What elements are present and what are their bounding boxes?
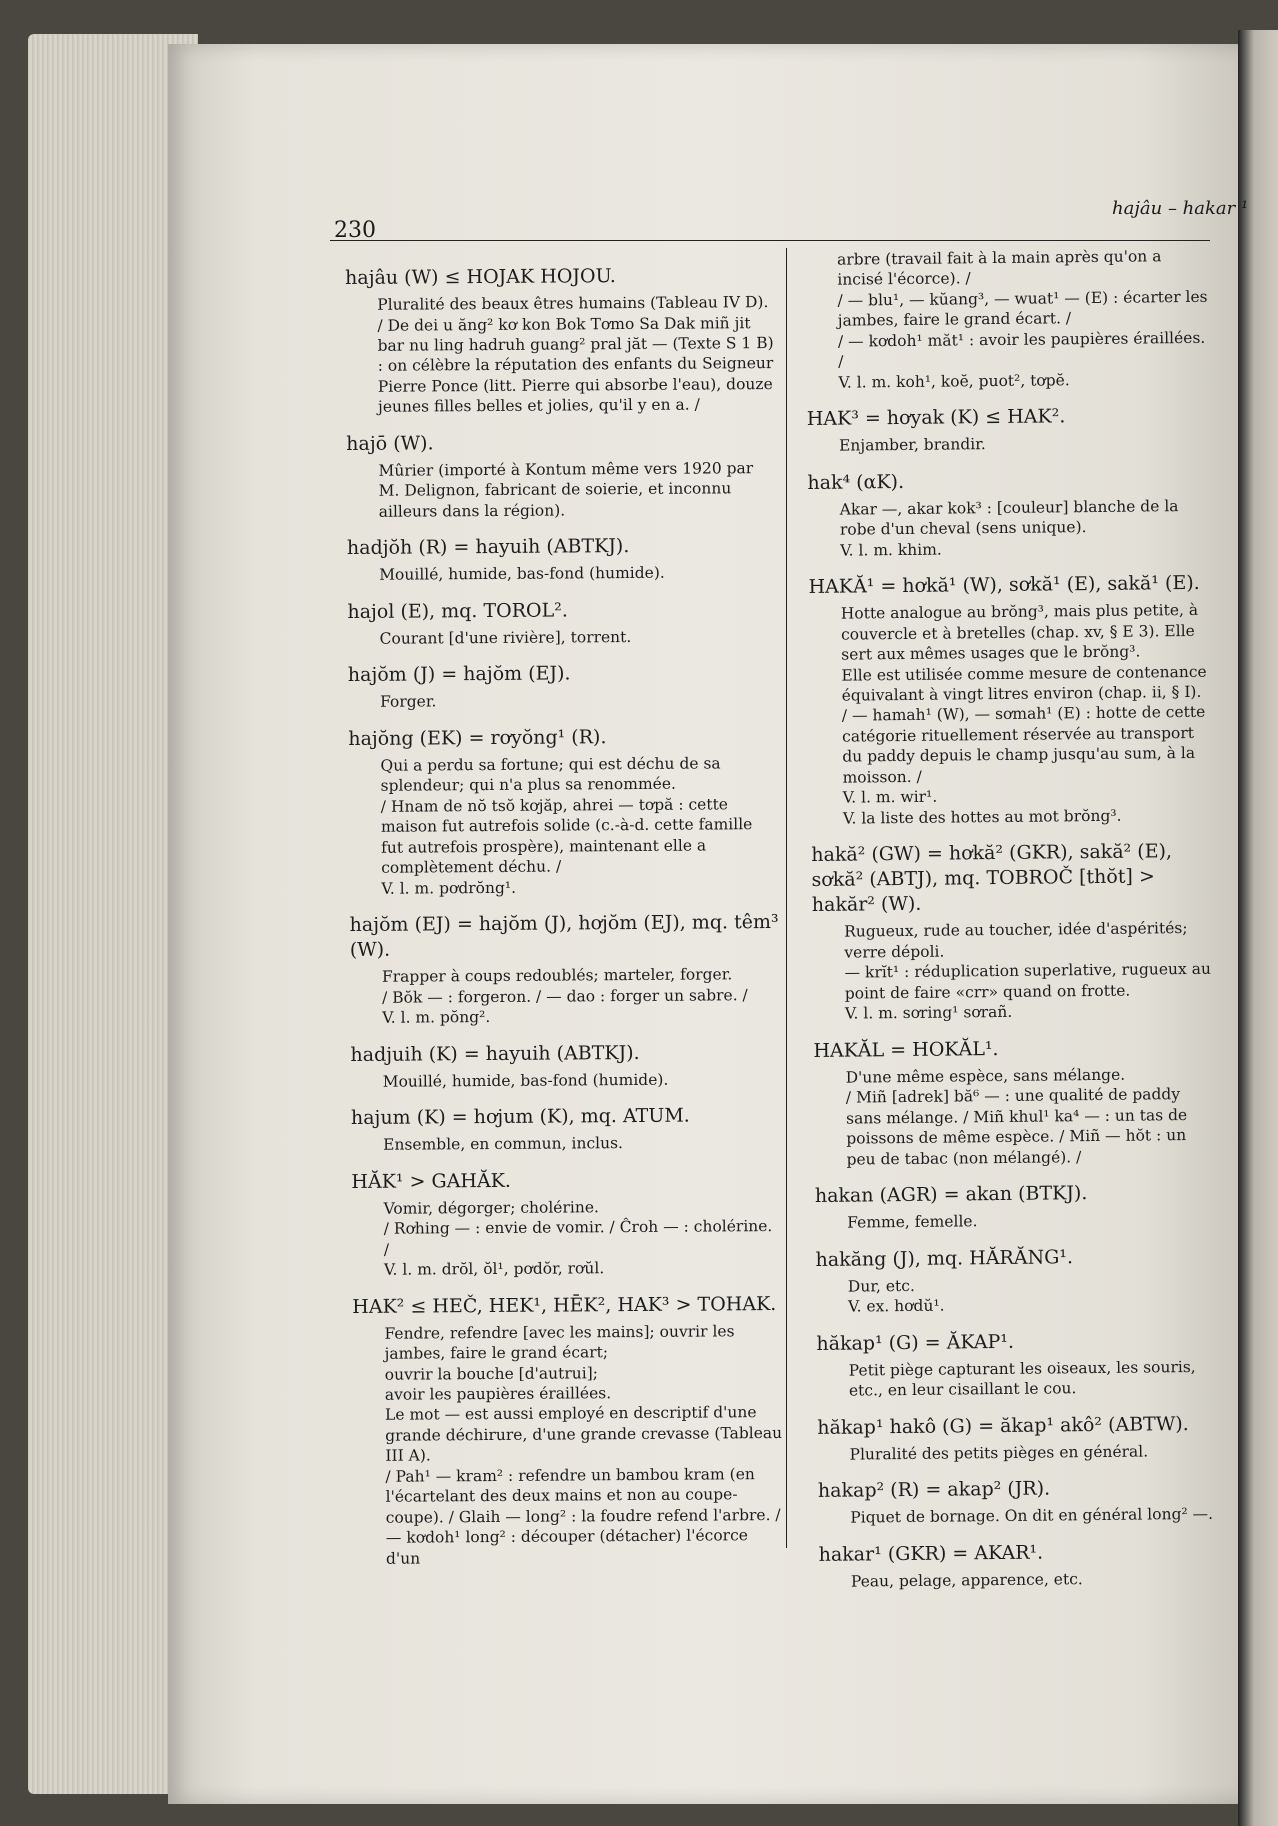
entry-headword: HAK³ = hơyak (K) ≤ HAK². (806, 405, 1066, 431)
dictionary-entry (347, 597, 777, 650)
dictionary-entry (815, 1180, 1220, 1234)
definition-line: V. l. m. drŏl, ŏl¹, pơdŏr, rơŭl. (383, 1259, 605, 1279)
entry-definition (382, 964, 780, 1028)
entry-headword: hakap² (R) = akap² (JR). (817, 1477, 1051, 1503)
definition-line: / Miñ [adrek] bă⁶ — : une qualité de paddy sans mélange. / Miñ khul¹ ka⁴ — : un tas de poissons de même espèce. / Miñ — hŏt : un peu de tabac (non mélangé). / (845, 1085, 1188, 1169)
entry-definition (383, 1132, 781, 1155)
definition-line: ouvrir la bouche [d'autrui]; (384, 1363, 598, 1384)
definition-line: V. l. m. sơring¹ sơrañ. (844, 1003, 1013, 1023)
dictionary-entry (347, 533, 777, 586)
entry-headword: hajum (K) = hơjum (K), mq. ATUM. (350, 1104, 690, 1130)
definition-line: V. l. m. wir¹. (842, 787, 938, 807)
definition-line: / De dei u ăng² kơ kon Bok Tơmo Sa Dak miñ jit bar nu ling hadruh guang² pral jăt — (Texte S 1 B) : on célèbre la réputation des enfants du Seigneur Pierre Ponce (litt. Pierre qui absorbe l'eau), douze jeunes filles belles et jolies, qu'il y en a. / (377, 313, 774, 417)
entry-definition (380, 753, 779, 899)
definition-line: arbre (travail fait à la main après qu'on a incisé l'écorce). / (837, 247, 1162, 290)
entry-headword: hak⁴ (αK). (807, 470, 905, 494)
dictionary-entry (345, 263, 776, 418)
dictionary-entry (815, 1243, 1221, 1317)
dictionary-entry (808, 571, 1216, 829)
dictionary-entry (817, 1411, 1222, 1465)
definition-line: Pluralité des beaux êtres humains (Tableau IV D). (377, 293, 769, 314)
dictionary-entry (350, 910, 781, 1029)
entry-definition (841, 600, 1216, 829)
entry-headword: hajō (W). (346, 432, 434, 455)
entry-definition (851, 1567, 1224, 1591)
entry-headword: hajŏm (EJ) = hajŏm (J), hơjŏm (EJ), mq. têm³ (W). (349, 911, 779, 962)
entry-headword: hakă² (GW) = hơkă² (GKR), sakă² (E), sơkă² (ABTJ), mq. TOBROČ [thŏt] > hakăr² (W). (811, 840, 1173, 917)
entry-definition (380, 626, 778, 649)
running-head: hajâu – hakar ¹ (1112, 198, 1249, 219)
entry-headword: HAKĂL = HOKĂL¹. (813, 1037, 999, 1062)
entry-headword: hakan (AGR) = akan (BTKJ). (814, 1182, 1088, 1207)
entry-definition (844, 918, 1218, 1024)
next-page-edge (1238, 30, 1278, 1826)
dictionary-entry (348, 660, 778, 713)
entry-headword: HAKĂ¹ = hơkă¹ (W), sơkă¹ (E), sakă¹ (E). (808, 572, 1200, 599)
dictionary-entry (350, 1040, 780, 1093)
left-column (345, 263, 784, 1583)
definition-line: Dur, etc. (847, 1276, 915, 1296)
definition-line: Peau, pelage, apparence, etc. (850, 1569, 1083, 1591)
dictionary-entry (818, 1475, 1223, 1529)
dictionary-entry (807, 403, 1212, 457)
entry-definition (837, 246, 1211, 393)
definition-line: Rugueux, rude au toucher, idée d'aspérités; verre dépoli. (844, 919, 1188, 962)
dictionary-entry (351, 1167, 782, 1281)
entry-definition (848, 1272, 1221, 1317)
dictionary-entry (811, 839, 1218, 1025)
entry-definition (840, 496, 1214, 561)
entry-headword: hakăng (J), mq. HĂRĂNG¹. (815, 1245, 1074, 1271)
definition-line: Piquet de bornage. On dit en général long² —. (850, 1504, 1214, 1527)
entry-headword: HĂK¹ > GAHĂK. (351, 1169, 511, 1193)
definition-line: Enjamber, brandir. (838, 435, 986, 455)
entry-definition (377, 292, 776, 417)
definition-line: / Pah¹ — kram² : refendre un bambou kram (en l'écartelant des deux mains et non au coupe-coupe). / Glaih — long² : la foudre refend l'arbre. / — kơdoh¹ long² : découper (détacher) l'écorce d'un (385, 1464, 781, 1568)
entry-definition (849, 1356, 1222, 1401)
column-divider (786, 248, 787, 1548)
definition-line: Femme, femelle. (847, 1212, 978, 1232)
entry-definition (850, 1440, 1223, 1464)
definition-line: Le mot — est aussi employé en descriptif d'une grande déchirure, d'une grande crevasse (Tableau III A). (384, 1403, 783, 1466)
definition-line: / — hamah¹ (W), — sơmah¹ (E) : hotte de cette catégorie rituellement réservée au transport du paddy depuis le champ jusqu'au sum, à la moisson. / (841, 703, 1206, 787)
definition-line: Mûrier (importé à Kontum même vers 1920 par M. Delignon, fabricant de soierie, et inconnu ailleurs dans la région). (378, 459, 754, 521)
definition-line: V. la liste des hottes au mot brŏng³. (842, 806, 1122, 828)
dictionary-entry (816, 1327, 1222, 1401)
definition-line: Hotte analogue au brŏng³, mais plus petite, à couvercle et à bretelles (chap. xv, § E 3). Elle sert aux mêmes usages que le brŏng³. (840, 601, 1199, 664)
entry-headword: hajâu (W) ≤ HOJAK HOJOU. (345, 265, 616, 289)
dictionary-entry (805, 246, 1211, 393)
entry-definition (850, 1504, 1223, 1528)
dictionary-entry (351, 1103, 781, 1156)
entry-headword: HAK² ≤ HEČ, HEK¹, HĒK², HAK³ > TOHAK. (352, 1292, 777, 1318)
definition-line: Mouillé, humide, bas-fond (humide). (379, 564, 665, 585)
definition-line: / — blu¹, — kŭang³, — wuat¹ — (E) : écarter les jambes, faire le grand écart. / (837, 287, 1208, 331)
header-rule (330, 240, 1210, 241)
definition-line: Frapper à coups redoublés; marteler, forger. (381, 965, 733, 986)
dictionary-entry (348, 724, 779, 899)
entry-definition (839, 432, 1212, 456)
definition-line: — krĭt¹ : réduplication superlative, rugueux au point de faire «crr» quand on frotte. (844, 960, 1211, 1003)
entry-headword: hajol (E), mq. TOROL². (347, 599, 568, 623)
definition-line: Elle est utilisée comme mesure de contenance équivalant à vingt litres environ (chap. ii, § I). (841, 662, 1207, 705)
definition-line: / Bŏk — : forgeron. / — dao : forger un sabre. / (382, 985, 748, 1007)
dictionary-entry (352, 1292, 784, 1570)
entry-headword: hăkap¹ hakô (G) = ăkap¹ akô² (ABTW). (817, 1412, 1189, 1439)
definition-line: / Hnam de nŏ tsŏ kơjăp, ahrei — tơpă : cette maison fut autrefois solide (c.-à-d. cette famille fut autrefois prospère), maintenant elle a complètement déchu. / (380, 795, 753, 877)
entry-definition (846, 1063, 1220, 1169)
entry-definition (847, 1209, 1220, 1233)
dictionary-entry (819, 1538, 1224, 1592)
page-number: 230 (334, 218, 376, 243)
definition-line: Courant [d'une rivière], torrent. (379, 627, 632, 648)
definition-line: Akar —, akar kok³ : [couleur] blanche de la robe d'un cheval (sens unique). (839, 496, 1179, 539)
definition-line: / — kơdoh¹ măt¹ : avoir les paupières éraillées. / (837, 328, 1206, 371)
definition-line: Fendre, refendre [avec les mains]; ouvrir les jambes, faire le grand écart; (384, 1321, 735, 1363)
dictionary-entry (807, 466, 1213, 561)
definition-line: Petit piège capturant les oiseaux, les souris, etc., en leur cisaillant le cou. (848, 1357, 1196, 1400)
entry-definition (383, 1069, 781, 1092)
definition-line: Forger. (379, 692, 437, 712)
dictionary-entry (813, 1034, 1219, 1170)
definition-line: V. l. m. pŏng². (382, 1008, 491, 1027)
definition-line: / Rơhing — : envie de vomir. / Ĉroh — : cholérine. / (383, 1217, 773, 1259)
definition-line: V. l. m. pơdrŏng¹. (381, 878, 517, 898)
entry-definition (378, 458, 776, 522)
definition-line: D'une même espèce, sans mélange. (845, 1065, 1126, 1087)
entry-headword: hakar¹ (GKR) = AKAR¹. (818, 1541, 1044, 1566)
definition-line: Vomir, dégorger; cholérine. (383, 1197, 599, 1218)
entry-headword: hadjuih (K) = hayuih (ABTKJ). (350, 1041, 640, 1066)
entry-headword: hăkap¹ (G) = ĂKAP¹. (816, 1330, 1015, 1355)
entry-headword: hajŏm (J) = hajŏm (EJ). (347, 662, 571, 687)
definition-line: V. l. m. koh¹, koĕ, puot², tơpĕ. (838, 370, 1070, 392)
dictionary-entry (346, 429, 777, 522)
entry-headword: hajŏng (EK) = rơyŏng¹ (R). (348, 726, 607, 750)
entry-definition (384, 1196, 783, 1281)
definition-line: Pluralité des petits pièges en général. (849, 1442, 1149, 1464)
definition-line: V. l. m. khim. (840, 540, 942, 560)
entry-definition (379, 562, 777, 585)
definition-line: Ensemble, en commun, inclus. (383, 1134, 623, 1154)
definition-line: V. ex. hơdŭ¹. (847, 1296, 945, 1316)
right-column (805, 246, 1224, 1606)
entry-definition (384, 1321, 784, 1569)
definition-line: avoir les paupières éraillées. (384, 1384, 612, 1404)
definition-line: Qui a perdu sa fortune; qui est déchu de sa splendeur; qui n'a plus sa renommée. (380, 754, 721, 796)
definition-line: Mouillé, humide, bas-fond (humide). (382, 1070, 669, 1091)
entry-headword: hadjŏh (R) = hayuih (ABTKJ). (346, 535, 630, 560)
entry-definition (380, 689, 778, 712)
